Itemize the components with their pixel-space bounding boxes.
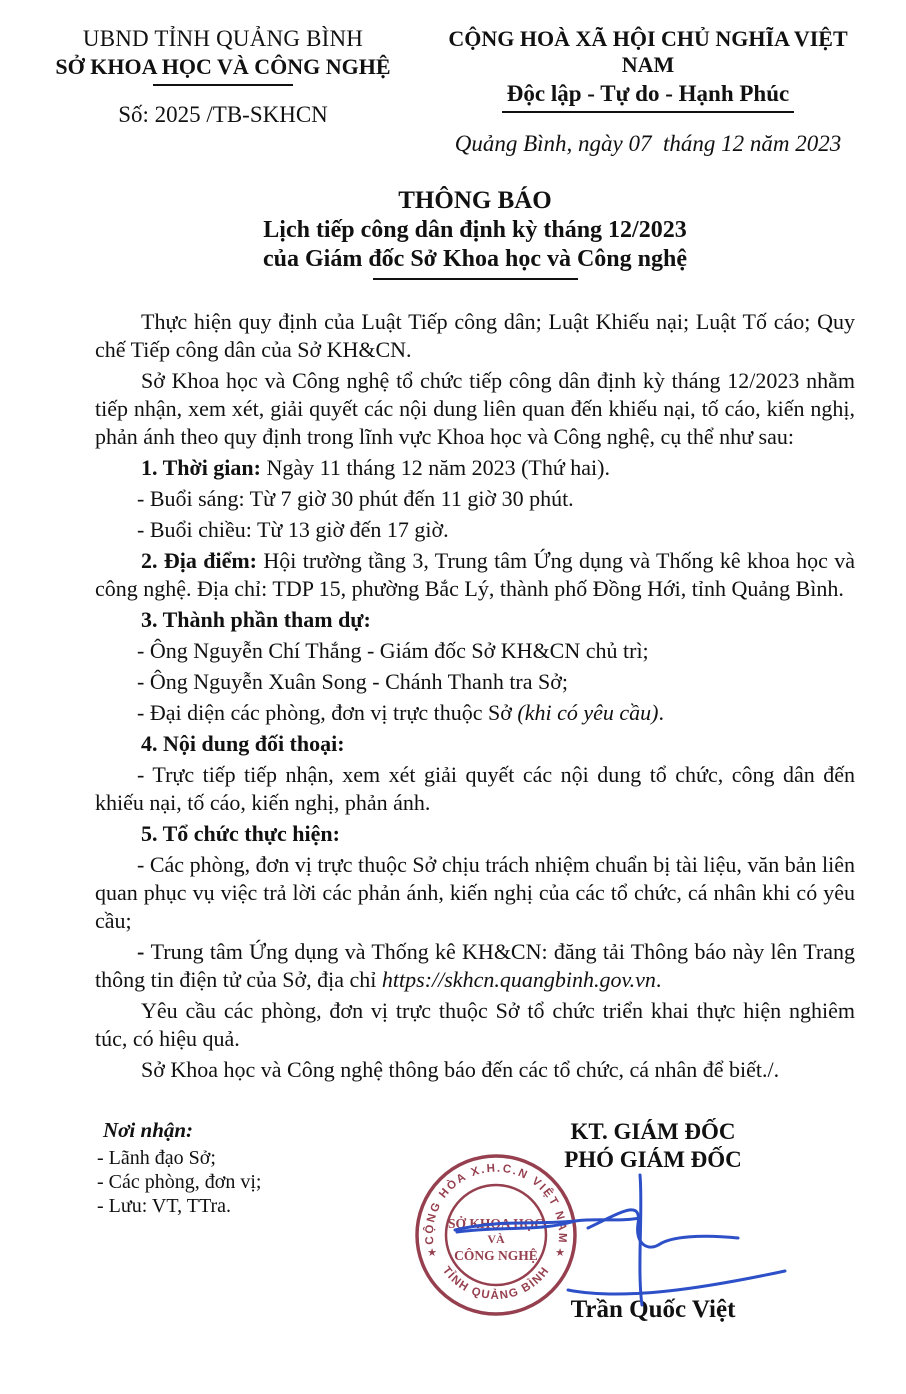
signer-title-2: PHÓ GIÁM ĐỐC: [564, 1147, 742, 1172]
org-underline: [153, 84, 293, 86]
recipient-item: - Lãnh đạo Sở;: [97, 1147, 216, 1169]
title-block: [95, 187, 855, 280]
national-motto: Độc lập - Tự do - Hạnh Phúc: [506, 81, 790, 106]
document-type-title: THÔNG BÁO: [398, 187, 552, 214]
section-2-location: [95, 547, 855, 603]
section-5-item-2-text: Trung tâm Ứng dụng và Thống kê KH&CN: đăng tải Thông báo này lên Trang thông tin điện tử của Sở, địa chỉ: [95, 939, 855, 992]
section-4-item-1: - Trực tiếp tiếp nhận, xem xét giải quyết các nội dung tổ chức, công dân đến khiếu nại, tố cáo, kiến nghị, phản ánh.: [95, 762, 855, 815]
paragraph-closing-2: Sở Khoa học và Công nghệ thông báo đến các tổ chức, cá nhân để biết./.: [141, 1057, 780, 1082]
stamp-center-line2: VÀ: [487, 1232, 505, 1246]
paragraph-closing-1: Yêu cầu các phòng, đơn vị trực thuộc Sở tổ chức triển khai thực hiện nghiêm túc, có hiệu quả.: [95, 998, 855, 1051]
stamp-arc-top-text: CỘNG HÒA X.H.C.N VIỆT NAM: [423, 1162, 569, 1245]
document-header: [0, 0, 906, 157]
paragraph-intro-1: Thực hiện quy định của Luật Tiếp công dân; Luật Khiếu nại; Luật Tố cáo; Quy chế Tiếp công dân của Sở KH&CN.: [95, 309, 855, 362]
national-motto-block: [428, 26, 868, 157]
section-1-time: [95, 454, 855, 482]
website-url: https://skhcn.quangbinh.gov.vn: [381, 967, 656, 992]
stamp-star-right-icon: ★: [555, 1247, 565, 1259]
handwritten-signature-icon: [440, 1158, 810, 1318]
document-subject-line2: của Giám đốc Sở Khoa học và Công nghệ: [262, 246, 687, 272]
issuing-org-block: [28, 26, 418, 157]
stamp-center-line3: CÔNG NGHỆ: [454, 1248, 538, 1263]
section-1-label: 1. Thời gian:: [141, 455, 261, 480]
section-3-item-3-note: (khi có yêu cầu): [517, 700, 659, 725]
section-1-item-morning: - Buổi sáng: Từ 7 giờ 30 phút đến 11 giờ 30 phút.: [137, 486, 574, 511]
section-3-item-1: - Ông Nguyễn Chí Thắng - Giám đốc Sở KH&CN chủ trì;: [137, 638, 649, 663]
document-body: [95, 308, 855, 1084]
national-title: CỘNG HOÀ XÃ HỘI CHỦ NGHĨA VIỆT NAM: [448, 26, 848, 77]
section-3-item-3: [95, 699, 855, 727]
signer-title-1: KT. GIÁM ĐỐC: [570, 1119, 736, 1144]
section-2-text: Hội trường tầng 3, Trung tâm Ứng dụng và Thống kê khoa học và công nghệ. Địa chỉ: TDP 15, phường Bắc Lý, thành phố Đồng Hới, tỉnh Quảng Bình.: [95, 548, 856, 601]
section-5-implementation: [95, 820, 855, 848]
section-4-content: [95, 730, 855, 758]
motto-underline: [502, 111, 794, 113]
section-4-label: 4. Nội dung đối thoại:: [141, 731, 345, 756]
section-1-text: Ngày 11 tháng 12 năm 2023 (Thứ hai).: [260, 455, 610, 480]
signer-name: Trần Quốc Việt: [570, 1296, 736, 1323]
section-2-label: 2. Địa điểm:: [141, 548, 257, 573]
recipient-item: - Lưu: VT, TTra.: [97, 1195, 231, 1217]
section-5-label: 5. Tổ chức thực hiện:: [141, 821, 340, 846]
section-3-participants: [95, 606, 855, 634]
recipients-label: Nơi nhận:: [103, 1118, 194, 1142]
section-5-item-2: [95, 938, 855, 994]
org-name: SỞ KHOA HỌC VÀ CÔNG NGHỆ: [55, 54, 391, 79]
section-1-item-afternoon: - Buổi chiều: Từ 13 giờ đến 17 giờ.: [137, 517, 449, 542]
title-underline: [373, 278, 578, 280]
paragraph-intro-2: Sở Khoa học và Công nghệ tổ chức tiếp công dân định kỳ tháng 12/2023 nhằm tiếp nhận, xem xét, giải quyết các nội dung liên quan đến khiếu nại, tố cáo, kiến nghị, phản ánh theo quy định trong lĩnh vực Khoa học và Công nghệ, cụ thể như sau:: [95, 368, 855, 449]
section-3-label: 3. Thành phần tham dự:: [141, 607, 371, 632]
section-5-item-2-period: .: [655, 967, 662, 992]
stamp-star-left-icon: ★: [427, 1247, 437, 1259]
section-3-item-3-period: .: [658, 700, 664, 725]
place-dateline: Quảng Bình, ngày 07 tháng 12 năm 2023: [454, 131, 842, 156]
document-subject-line1: Lịch tiếp công dân định kỳ tháng 12/2023: [263, 217, 687, 243]
document-number: Số: 2025 /TB-SKHCN: [118, 102, 328, 127]
section-5-item-2-dash: -: [137, 939, 151, 964]
org-parent: UBND TỈNH QUẢNG BÌNH: [82, 26, 364, 51]
section-3-item-3-text: - Đại diện các phòng, đơn vị trực thuộc Sở: [137, 700, 518, 725]
stamp-arc-bottom-text: TỈNH QUẢNG BÌNH: [439, 1264, 553, 1303]
section-5-item-1: - Các phòng, đơn vị trực thuộc Sở chịu trách nhiệm chuẩn bị tài liệu, văn bản liên quan phục vụ việc trả lời các phản ánh, kiến nghị của các tổ chức, cá nhân khi có yêu cầu;: [95, 852, 855, 933]
stamp-center-line1: SỞ KHOA HỌC: [447, 1216, 545, 1231]
recipients-list: [97, 1146, 261, 1218]
recipient-item: - Các phòng, đơn vị;: [97, 1171, 262, 1193]
section-3-item-2: - Ông Nguyễn Xuân Song - Chánh Thanh tra Sở;: [137, 669, 569, 694]
